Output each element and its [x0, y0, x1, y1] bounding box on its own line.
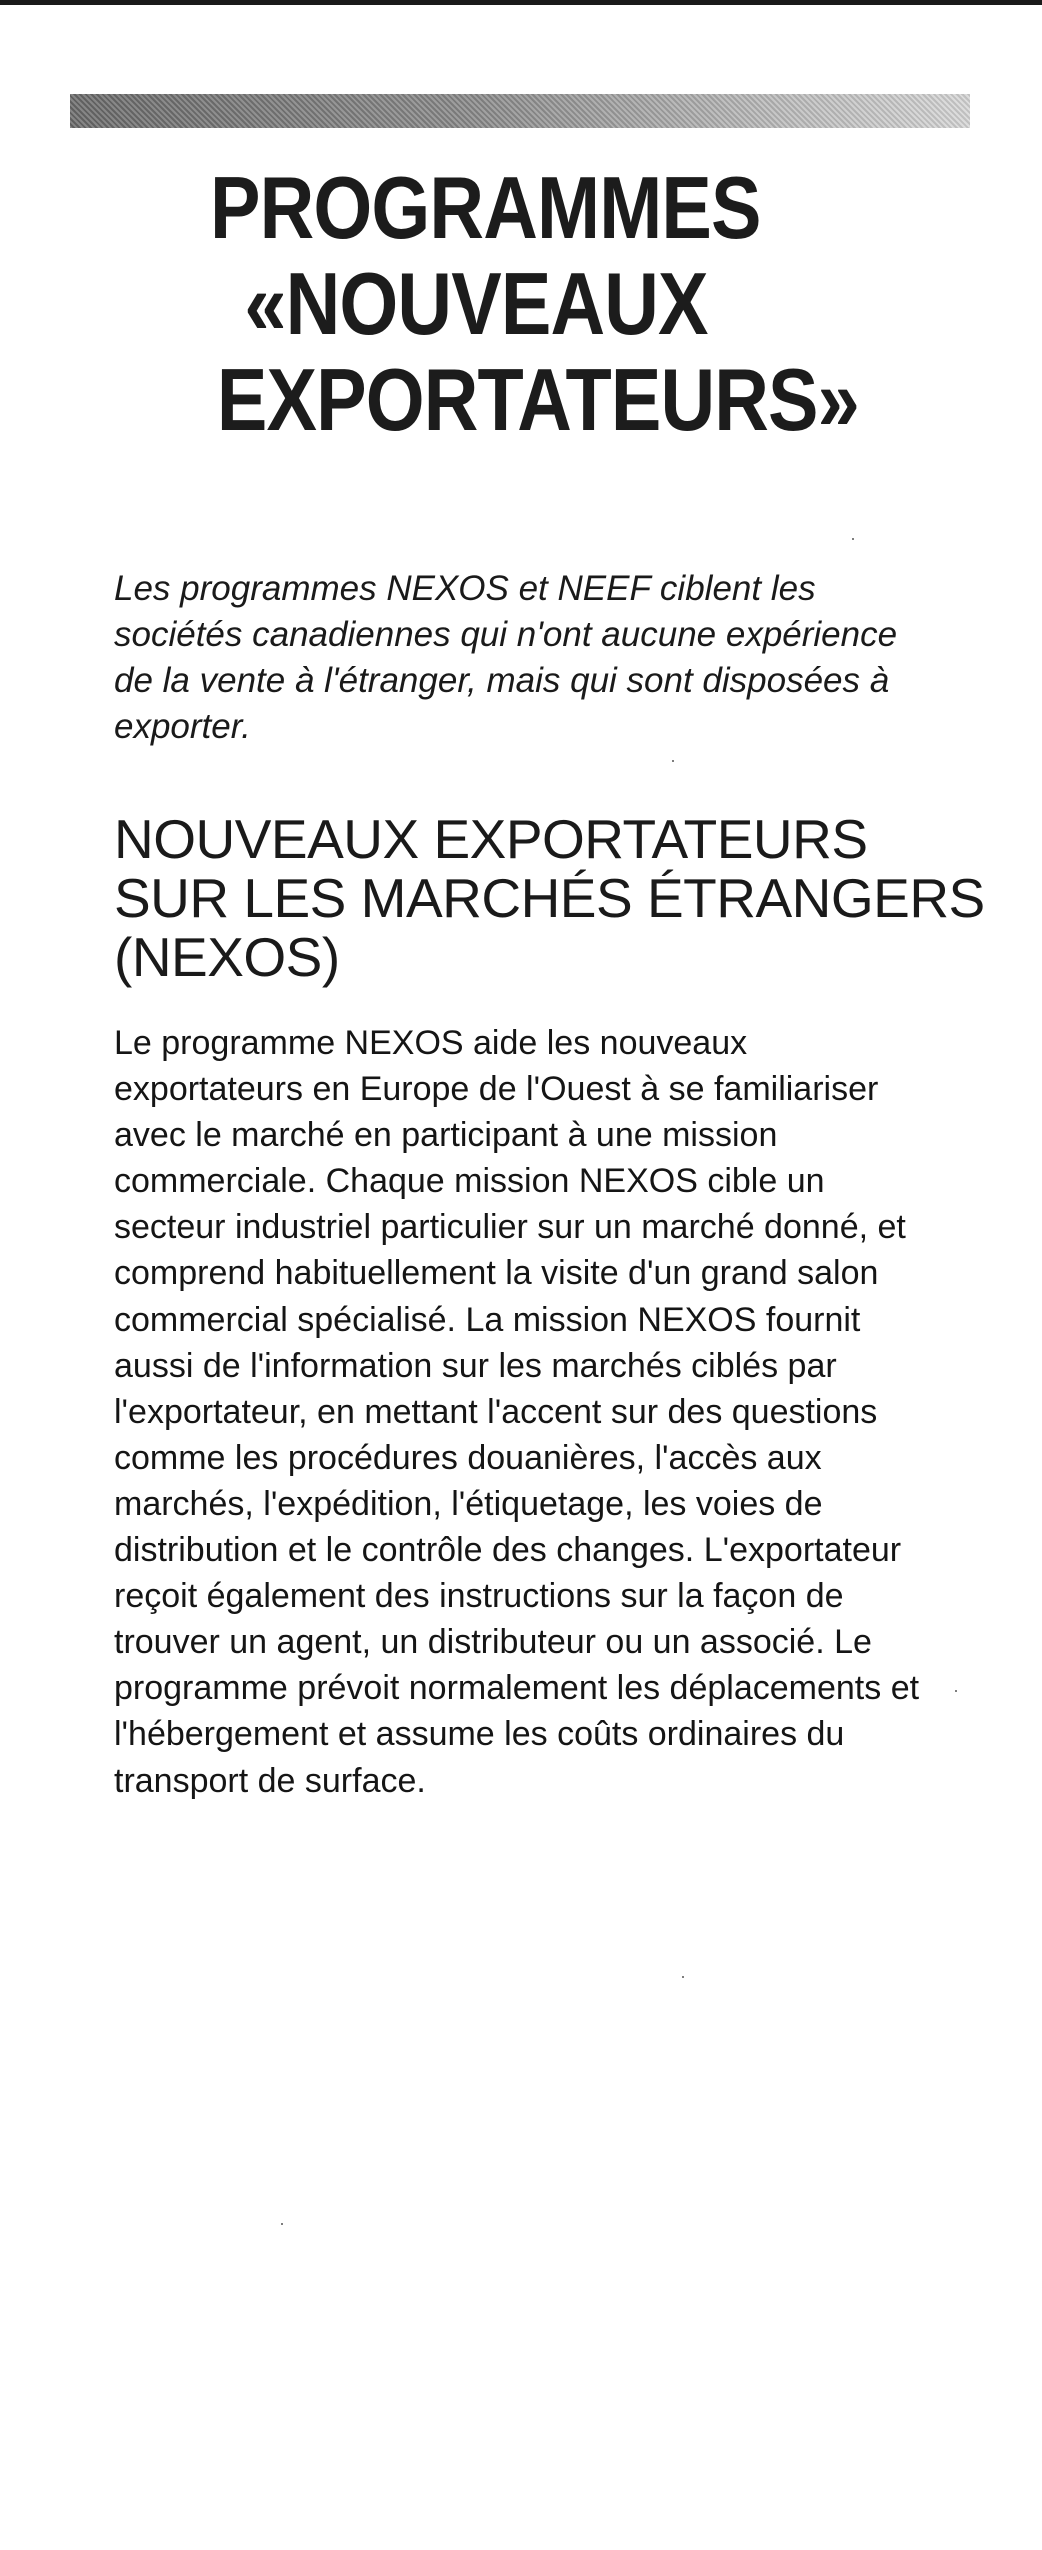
intro-paragraph: Les programmes NEXOS et NEEF ciblent les sociétés canadiennes qui n'ont aucune expérience de la vente à l'étranger, mais qui sont disposées à exporter. — [114, 569, 898, 746]
scan-speck — [852, 538, 854, 540]
decorative-gray-bar — [70, 94, 970, 128]
scan-speck — [281, 2223, 283, 2225]
scan-speck — [955, 1690, 957, 1692]
main-title-line-2: «NOUVEAUX — [244, 254, 708, 353]
scan-speck — [682, 1976, 684, 1978]
main-title-line-1: PROGRAMMES — [210, 158, 761, 257]
section-heading: NOUVEAUX EXPORTATEURS SUR LES MARCHÉS ÉTRANGERS (NEXOS) — [114, 808, 985, 988]
section-body-paragraph: Le programme NEXOS aide les nouveaux exportateurs en Europe de l'Ouest à se familiariser avec le marché en participant à une mission commerciale. Chaque mission NEXOS cible un secteur industriel particulier sur un marché donné, et comprend habituellement la visite d'un grand salon commercial spécialisé. La mission NEXOS fournit aussi de l'information sur les marchés ciblés par l'exportateur, en mettant l'accent sur des questions comme les procédures douanières, l'accès aux marchés, l'expédition, l'étiquetage, les voies de distribution et le contrôle des changes. L'exportateur reçoit également des instructions sur la façon de trouver un agent, un distributeur ou un associé. Le programme prévoit normalement les déplacements et l'hébergement et assume les coûts ordinaires du transport de surface. — [114, 1024, 920, 1800]
scan-speck — [672, 760, 674, 762]
main-title — [210, 160, 881, 448]
top-border-rule — [0, 0, 1042, 5]
main-title-line-3: EXPORTATEURS» — [216, 350, 859, 449]
